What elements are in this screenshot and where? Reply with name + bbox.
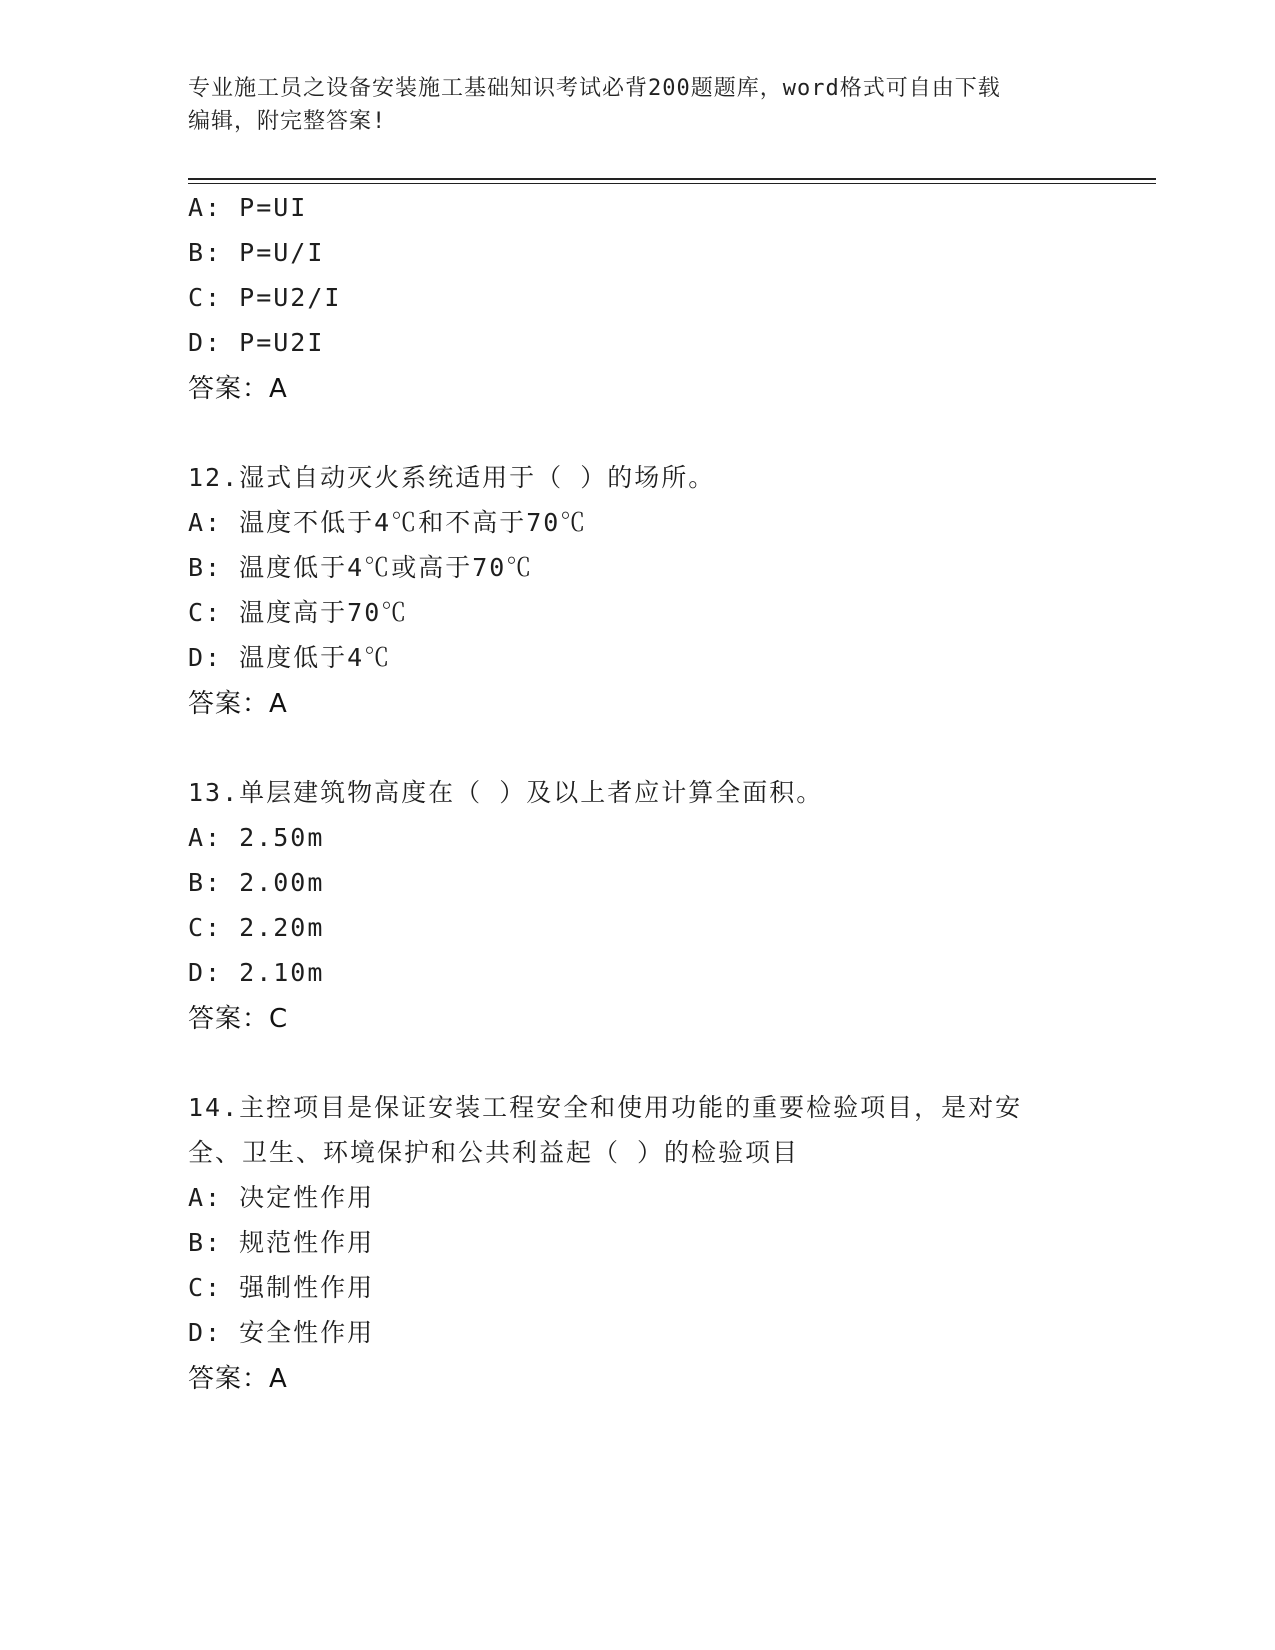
q11-option-b: B: P=U/I [188, 238, 325, 267]
document-header [188, 72, 1088, 138]
header-line-2: 编辑，附完整答案! [188, 109, 387, 134]
q14-option-a: A: 决定性作用 [188, 1183, 375, 1212]
header-rule-thick [188, 178, 1156, 180]
q14-answer: 答案：A [188, 1364, 288, 1394]
q13-option-a: A: 2.50m [188, 823, 325, 852]
q14-stem-line-2: 全、卫生、环境保护和公共利益起（ ）的检验项目 [188, 1138, 800, 1167]
q14-option-d: D: 安全性作用 [188, 1318, 375, 1347]
q12-option-a: A: 温度不低于4℃和不高于70℃ [188, 508, 588, 537]
q13-option-d: D: 2.10m [188, 958, 325, 987]
q11-option-a: A: P=UI [188, 193, 308, 222]
q12-option-c: C: 温度高于70℃ [188, 598, 409, 627]
q12-option-d: D: 温度低于4℃ [188, 643, 392, 672]
q14-option-c: C: 强制性作用 [188, 1273, 375, 1302]
header-rule-thin [188, 183, 1156, 184]
q11-answer: 答案：A [188, 374, 288, 404]
q11-option-d: D: P=U2I [188, 328, 325, 357]
q14-stem-line-1: 14.主控项目是保证安装工程安全和使用功能的重要检验项目，是对安 [188, 1093, 1023, 1122]
q12-answer: 答案：A [188, 689, 288, 719]
q13-option-b: B: 2.00m [188, 868, 325, 897]
q11-option-c: C: P=U2/I [188, 283, 342, 312]
q12-stem: 12.湿式自动灭火系统适用于（ ）的场所。 [188, 463, 716, 492]
header-line-1: 专业施工员之设备安装施工基础知识考试必背200题题库，word格式可自由下载 [188, 76, 1001, 101]
q13-answer: 答案：C [188, 1004, 289, 1034]
q12-option-b: B: 温度低于4℃或高于70℃ [188, 553, 534, 582]
q13-stem: 13.单层建筑物高度在（ ）及以上者应计算全面积。 [188, 778, 824, 807]
q14-option-b: B: 规范性作用 [188, 1228, 375, 1257]
q13-option-c: C: 2.20m [188, 913, 325, 942]
